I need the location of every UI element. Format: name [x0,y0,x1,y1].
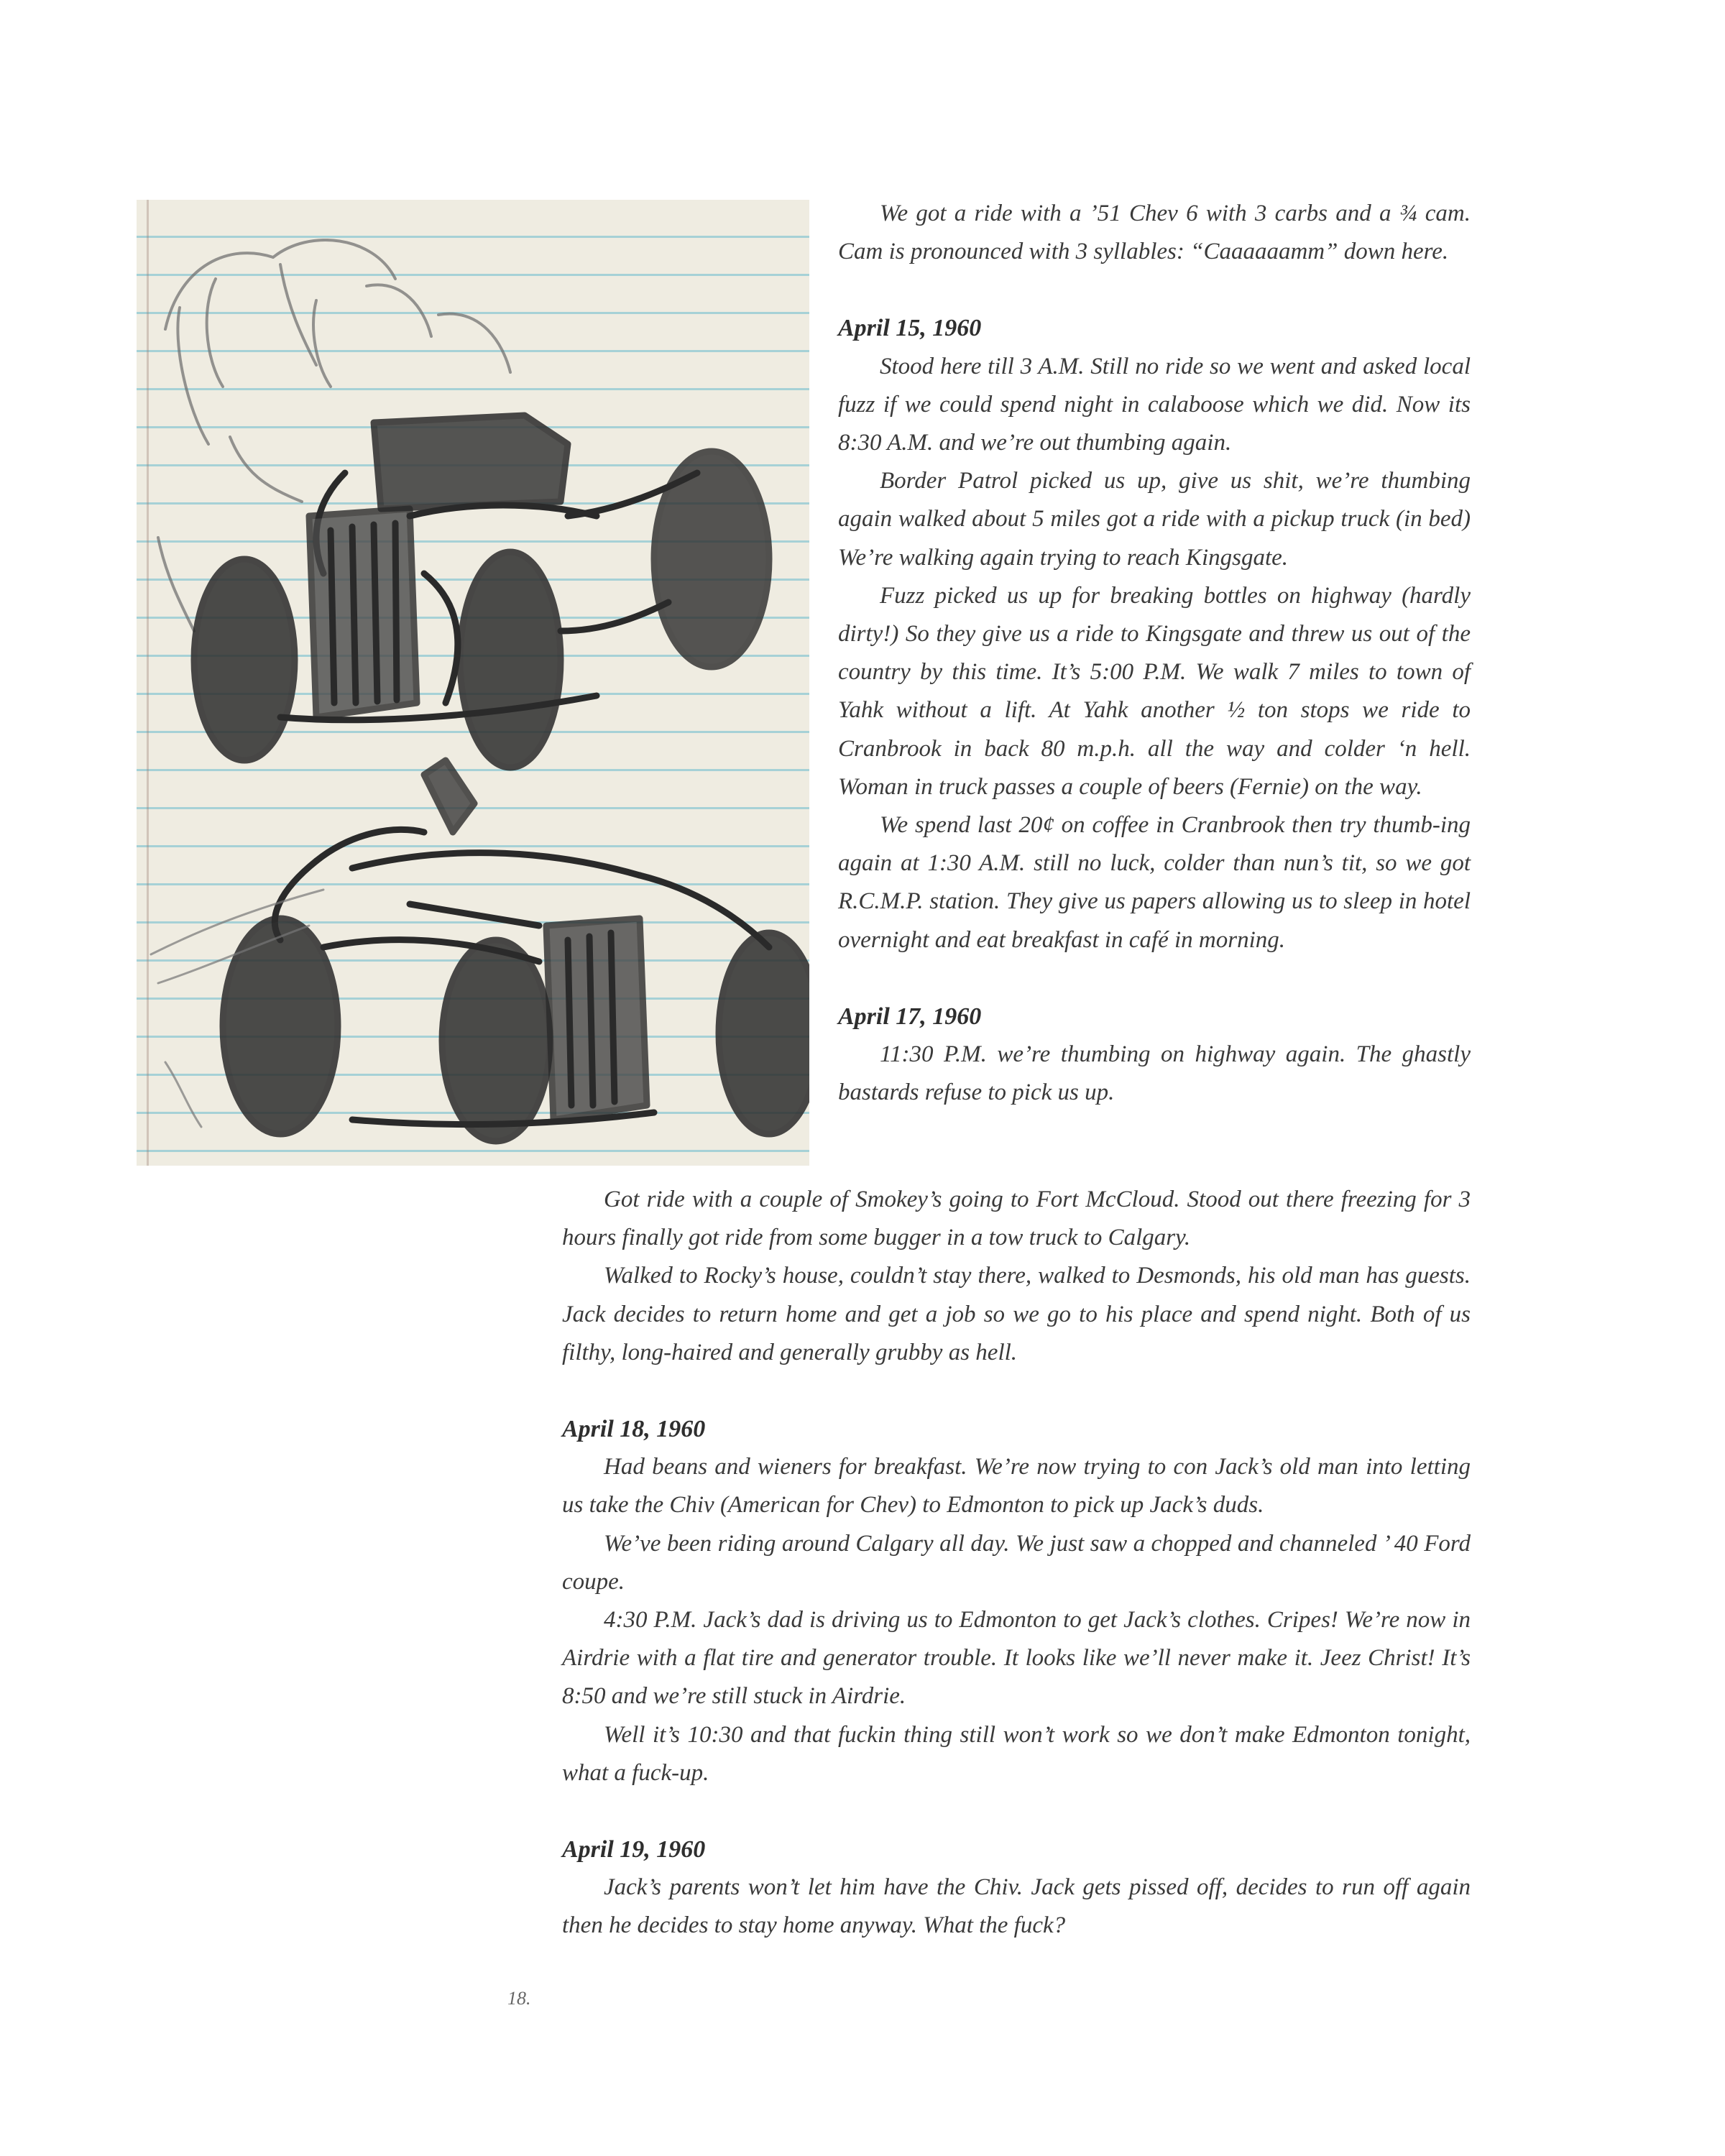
date-heading: April 17, 1960 [838,1003,982,1030]
hot-rod-sketch-illustration [137,200,809,1166]
date-heading: April 15, 1960 [838,315,982,342]
paragraph: Border Patrol picked us up, give us shit, we’re thumbing again walked about 5 miles got a ride with a pickup truck (in bed) We’re walking again trying to reach Kingsgate. [838,468,1471,571]
lower-hot-rod [223,760,809,1141]
paragraph: Well it’s 10:30 and that fuckin thing still won’t work so we don’t make Edmonton tonight, what a fuck-up. [562,1721,1471,1786]
paragraph: We’ve been riding around Calgary all day. We just saw a chopped and channeled ’ 40 Ford coupe. [562,1530,1471,1595]
paragraph: 4:30 P.M. Jack’s dad is driving us to Edmonton to get Jack’s clothes. Cripes! We’re now in Airdrie with a flat tire and generator trouble. It looks like we’ll never make it. Jeez Christ! It’s 8:50 and we’re still stuck in Airdrie. [562,1607,1471,1710]
paragraph: We spend last 20¢ on coffee in Cranbrook then try thumb-ing again at 1:30 A.M. still no luck, colder than nun’s tit, so we got R.C.M.P. station. They give us papers allowing us to sleep in hotel overnight and eat breakfast in café in morning. [838,812,1471,953]
date-heading: April 19, 1960 [562,1836,706,1864]
paragraph: Had beans and wieners for breakfast. We’re now trying to con Jack’s old man into letting us take the Chiv (American for Chev) to Edmonton to pick up Jack’s duds. [562,1454,1471,1519]
paragraph: Stood here till 3 A.M. Still no ride so we went and asked local fuzz if we could spend night in calaboose which we did. Now its 8:30 A.M. and we’re out thumbing again. [838,353,1471,456]
paragraph: 11:30 P.M. we’re thumbing on highway again. The ghastly bastards refuse to pick us up. [838,1041,1471,1106]
date-heading: April 18, 1960 [562,1416,706,1443]
paragraph: Fuzz picked us up for breaking bottles on highway (hardly dirty!) So they give us a ride to Kingsgate and threw us out of the country by this time. It’s 5:00 P.M. We walk 7 miles to town of Yahk without a lift. At Yahk another ½ ton stops we ride to Cranbrook in back 80 m.p.h. all the way and colder ‘n hell. Woman in truck passes a couple of beers (Fernie) on the way. [838,582,1471,800]
journal-text-lower-column [562,1181,1471,1945]
paragraph: We got a ride with a ’51 Chev 6 with 3 carbs and a ¾ cam. Cam is pronounced with 3 syllables: “Caaaaaamm” down here. [838,201,1471,265]
paragraph: Jack’s parents won’t let him have the Chiv. Jack gets pissed off, decides to run off again then he decides to stay home anyway. What the fuck? [562,1874,1471,1939]
hot-rod-drawing [137,200,809,1166]
page-number: 18. [507,1988,531,2009]
paragraph: Got ride with a couple of Smokey’s going to Fort McCloud. Stood out there freezing for 3 hours finally got ride from some bugger in a tow truck to Calgary. [562,1187,1471,1251]
paragraph: Walked to Rocky’s house, couldn’t stay there, walked to Desmonds, his old man has guests. Jack decides to return home and get a job so we go to his place and spend night. Both of us filthy, long-haired and generally grubby as hell. [562,1263,1471,1365]
journal-text-upper-column [838,195,1471,1112]
upper-hot-rod [194,415,769,768]
